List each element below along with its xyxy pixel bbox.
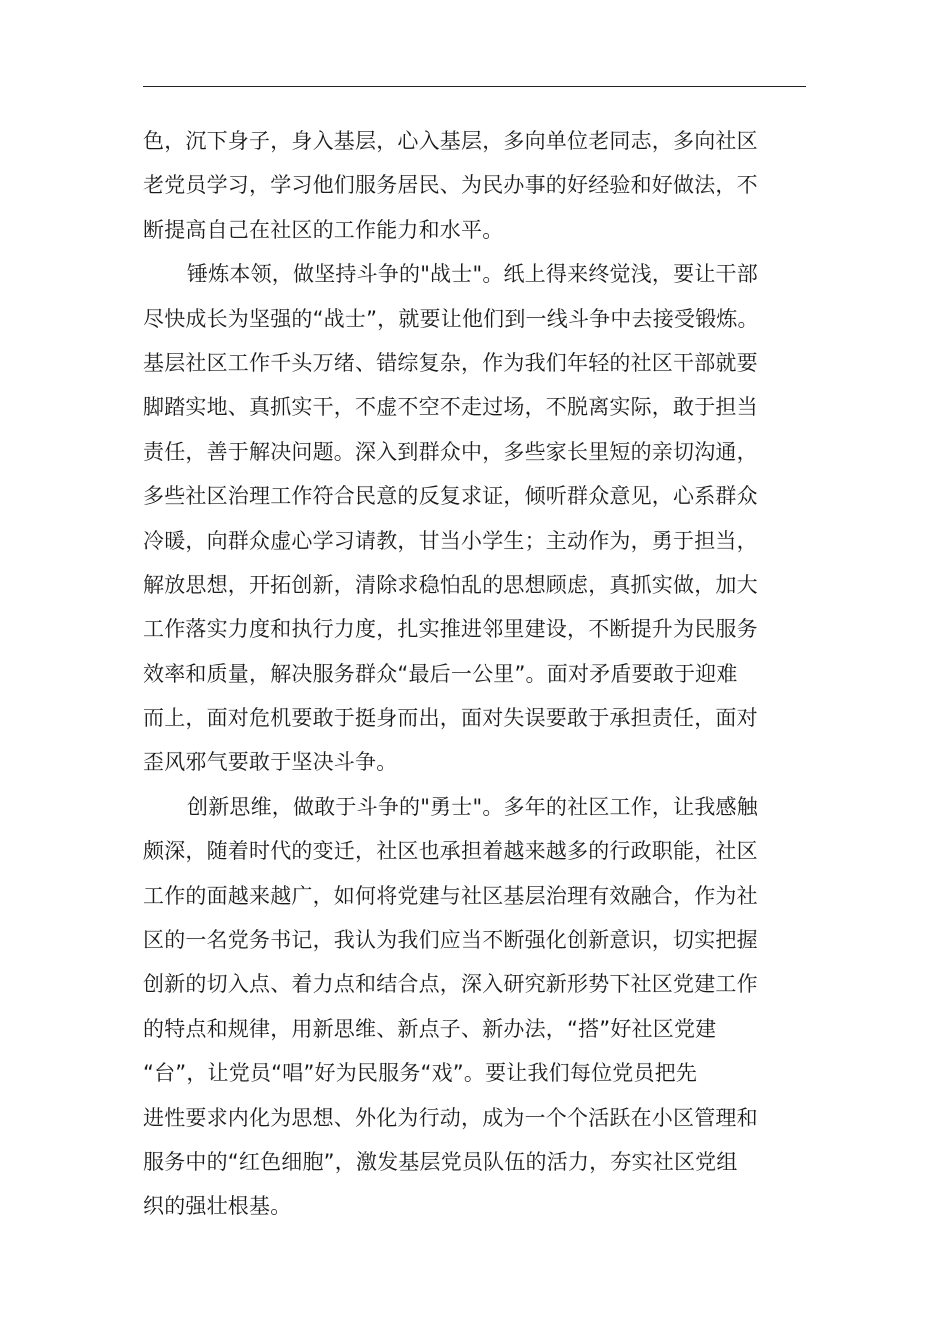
text-line: 工作的面越来越广，如何将党建与社区基层治理有效融合，作为社 [143, 883, 758, 908]
text-line: 老党员学习，学习他们服务居民、为民办事的好经验和好做法，不 [143, 173, 758, 198]
paragraph [143, 252, 806, 785]
text-line: 工作落实力度和执行力度，扎实推进邻里建设，不断提升为民服务 [143, 617, 758, 642]
text-line: 责任，善于解决问题。深入到群众中，多些家长里短的亲切沟通， [143, 439, 758, 464]
text-line: 尽快成长为坚强的“战士”，就要让他们到一线斗争中去接受锻炼。 [143, 306, 759, 331]
paragraph [143, 119, 806, 252]
text-line: 冷暖，向群众虚心学习请教，甘当小学生；主动作为，勇于担当， [143, 528, 758, 553]
text-line: 创新思维，做敢于斗争的"勇士"。多年的社区工作，让我感触 [187, 794, 758, 819]
text-line: 的特点和规律，用新思维、新点子、新办法，“搭”好社区党建 [143, 1016, 717, 1041]
text-line: 而上，面对危机要敢于挺身而出，面对失误要敢于承担责任，面对 [143, 706, 758, 731]
document-body [143, 119, 806, 1229]
text-line: 区的一名党务书记，我认为我们应当不断强化创新意识，切实把握 [143, 928, 758, 953]
text-line: 解放思想，开拓创新，清除求稳怕乱的思想顾虑，真抓实做，加大 [143, 572, 758, 597]
text-line: 脚踏实地、真抓实干，不虚不空不走过场，不脱离实际，敢于担当 [143, 395, 758, 420]
text-line: “台”，让党员“唱”好为民服务“戏”。要让我们每位党员把先 [143, 1061, 698, 1086]
text-line: 锤炼本领，做坚持斗争的"战士"。纸上得来终觉浅，要让干部 [187, 262, 758, 287]
text-line: 进性要求内化为思想、外化为行动，成为一个个活跃在小区管理和 [143, 1105, 758, 1130]
paragraph [143, 785, 806, 1229]
text-line: 基层社区工作千头万绪、错综复杂，作为我们年轻的社区干部就要 [143, 350, 758, 375]
text-line: 色，沉下身子，身入基层，心入基层，多向单位老同志，多向社区 [143, 129, 758, 153]
text-line: 断提高自己在社区的工作能力和水平。 [143, 217, 504, 242]
text-line: 织的强壮根基。 [143, 1194, 292, 1219]
header-rule [143, 86, 806, 87]
text-line: 服务中的“红色细胞”，激发基层党员队伍的活力，夯实社区党组 [143, 1149, 738, 1174]
text-line: 多些社区治理工作符合民意的反复求证，倾听群众意见，心系群众 [143, 484, 758, 509]
text-line: 颇深，随着时代的变迁，社区也承担着越来越多的行政职能，社区 [143, 839, 758, 864]
text-line: 效率和质量，解决服务群众“最后一公里”。面对矛盾要敢于迎难 [143, 661, 738, 686]
text-line: 创新的切入点、着力点和结合点，深入研究新形势下社区党建工作 [143, 972, 758, 997]
text-line: 歪风邪气要敢于坚决斗争。 [143, 750, 398, 775]
